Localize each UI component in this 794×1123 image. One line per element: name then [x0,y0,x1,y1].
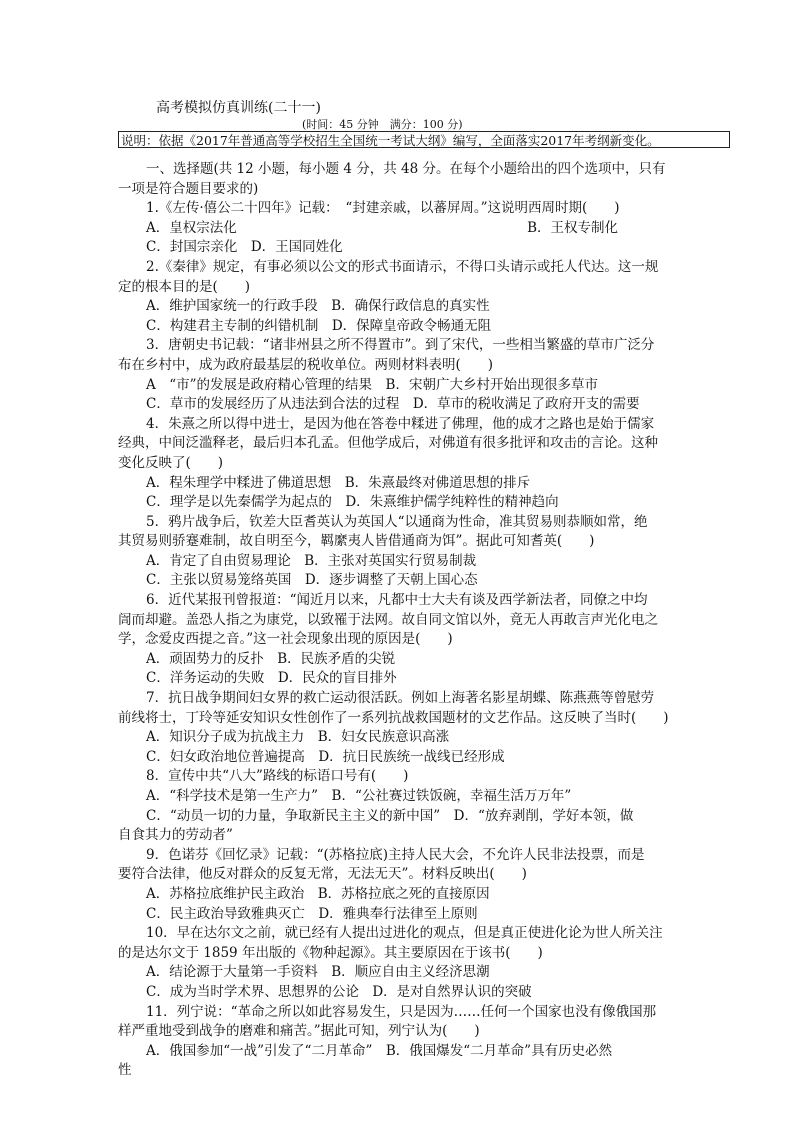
text-line: 样严重地受到战争的磨难和痛苦。”据此可知，列宁认为( ) [118,1023,480,1040]
text-line: 布在乡村中，成为政府最基层的税收单位。两则材料表明( ) [118,356,494,373]
text-line: A．程朱理学中糅进了佛道思想 B．朱熹最终对佛道思想的排斥 [146,474,531,491]
text-line: 6．近代某报刊曾报道：“闻近月以来，凡都中士大夫有谈及西学新法者，同僚之中均 [146,592,648,609]
text-line: C．草市的发展经历了从违法到合法的过程 D．草市的税收满足了政府开支的需要 [146,396,640,413]
text-line: C．理学是以先秦儒学为起点的 D．朱熹维护儒学纯粹性的精神趋向 [146,494,559,511]
text-line: 11．列宁说：“革命之所以如此容易发生，只是因为……任何一个国家也没有像俄国那 [146,1003,657,1020]
text-line: C．民主政治导致雅典灭亡 D．雅典奉行法律至上原则 [146,905,478,922]
text-line: 前线将士，丁玲等延安知识女性创作了一系列抗战救国题材的文艺作品。这反映了当时( ) [118,709,669,726]
text-line: 5．鸦片战争后，钦差大臣耆英认为英国人“以通商为性命，准其贸易则恭顺如常，绝 [146,513,648,530]
text-line: 变化反映了( ) [118,454,224,471]
text-line: 8．宣传中共“八大”路线的标语口号有( ) [146,768,409,785]
text-line: 定的根本目的是( ) [118,278,251,295]
text-line: C．妇女政治地位普遍提高 D．抗日民族统一战线已经形成 [146,748,505,765]
text-line: 学，念爱皮西提之音。”这一社会现象出现的原因是( ) [118,631,453,648]
text-line: 其贸易则骄蹇难制，故自明至今，羁縻夷人皆借通商为饵”。据此可知耆英( ) [118,533,595,550]
text-line [118,219,738,239]
text-line: 一项是符合题目要求的) [118,180,259,197]
text-line: 1.《左传·僖公二十四年》记载： “封建亲戚，以蕃屏周。”这说明西周时期( ) [146,200,620,217]
text-line: C．主张以贸易笼络英国 D．逐步调整了天朝上国心态 [146,572,478,589]
text-line: 自食其力的劳动者” [118,827,233,844]
text-line: 4．朱熹之所以得中进士，是因为他在答卷中糅进了佛理，他的成才之路也是始于儒家 [146,415,655,432]
text-line: A．“科学技术是第一生产力” B．“公社赛过铁饭碗，幸福生活万万年” [146,788,572,804]
question-content [118,160,738,1081]
text-line: A “市”的发展是政府精心管理的结果 B．宋朝广大乡村开始出现很多草市 [146,376,598,393]
text-line: C．成为当时学术界、思想界的公论 D．是对自然界认识的突破 [146,983,532,1000]
exam-time-score: (时间：45 分钟 满分：100 分) [302,118,463,131]
text-line: C．构建君主专制的纠错机制 D．保障皇帝政令畅通无阻 [146,317,492,334]
text-line: 3．唐朝史书记载：“诸非州县之所不得置市”。到了宋代，一些相当繁盛的草市广泛分 [146,337,655,354]
text-line: 7．抗日战争期间妇女界的救亡运动很活跃。例如上海著名影星胡蝶、陈燕燕等曾慰劳 [146,690,655,707]
text-line: A．维护国家统一的行政手段 B．确保行政信息的真实性 [146,298,490,315]
text-line: 的是达尔文于 1859 年出版的《物种起源》。其主要原因在于该书( ) [118,944,543,961]
text-line: 要符合法律，他反对群众的反复无常，无法无天”。材料反映出( ) [118,866,527,883]
text-line: 9．色诺芬《回忆录》记载：“(苏格拉底)主持人民大会，不允许人民非法投票，而是 [146,846,645,863]
text-line: C．洋务运动的失败 D．民众的盲目排外 [146,670,397,687]
text-line: 一、选择题(共 12 小题，每小题 4 分，共 48 分。在每个小题给出的四个选项中，只有 [146,161,666,177]
option-right: B．王权专制化 [527,219,618,236]
text-line: A．顽固势力的反扑 B．民族矛盾的尖锐 [146,650,396,667]
text-line: A．知识分子成为抗战主力 B．妇女民族意识高涨 [146,729,450,746]
text-line: 性 [118,1062,132,1079]
text-line: C．封国宗亲化 D．王国同姓化 [146,239,343,256]
text-line: A．肯定了自由贸易理论 B．主张对英国实行贸易制裁 [146,552,477,569]
exam-notice-box: 说明：依据《2017年普通高等学校招生全国统一考试大纲》编写，全面落实2017年考纲新变化。 [118,131,730,148]
exam-title: 高考模拟仿真训练(二十一) [156,100,321,116]
text-line: A．结论源于大量第一手资料 B．顺应自由主义经济思潮 [146,964,490,981]
text-line: C．“动员一切的力量，争取新民主主义的新中国” D．“放弃剥削，学好本领，做 [146,807,634,824]
text-line: 訚而却避。盖恐人指之为康党，以致罹于法网。故自同文馆以外，竟无人再敢言声光化电之 [118,611,658,628]
text-line: 经典，中间泛滥释老，最后归本孔孟。但他学成后，对佛道有很多批评和攻击的言论。这种 [118,435,658,452]
text-line: 10．早在达尔文之前，就已经有人提出过进化的观点，但是真正使进化论为世人所关注 [146,925,663,942]
option-left: A．皇权宗法化 [146,219,237,236]
text-line: 2.《秦律》规定，有事必须以公文的形式书面请示，不得口头请示或托人代达。这一规 [146,258,659,275]
text-line: A．俄国参加“一战”引发了“二月革命” B．俄国爆发“二月革命”具有历史必然 [146,1042,613,1059]
text-line: A．苏格拉底维护民主政治 B．苏格拉底之死的直接原因 [146,885,490,902]
